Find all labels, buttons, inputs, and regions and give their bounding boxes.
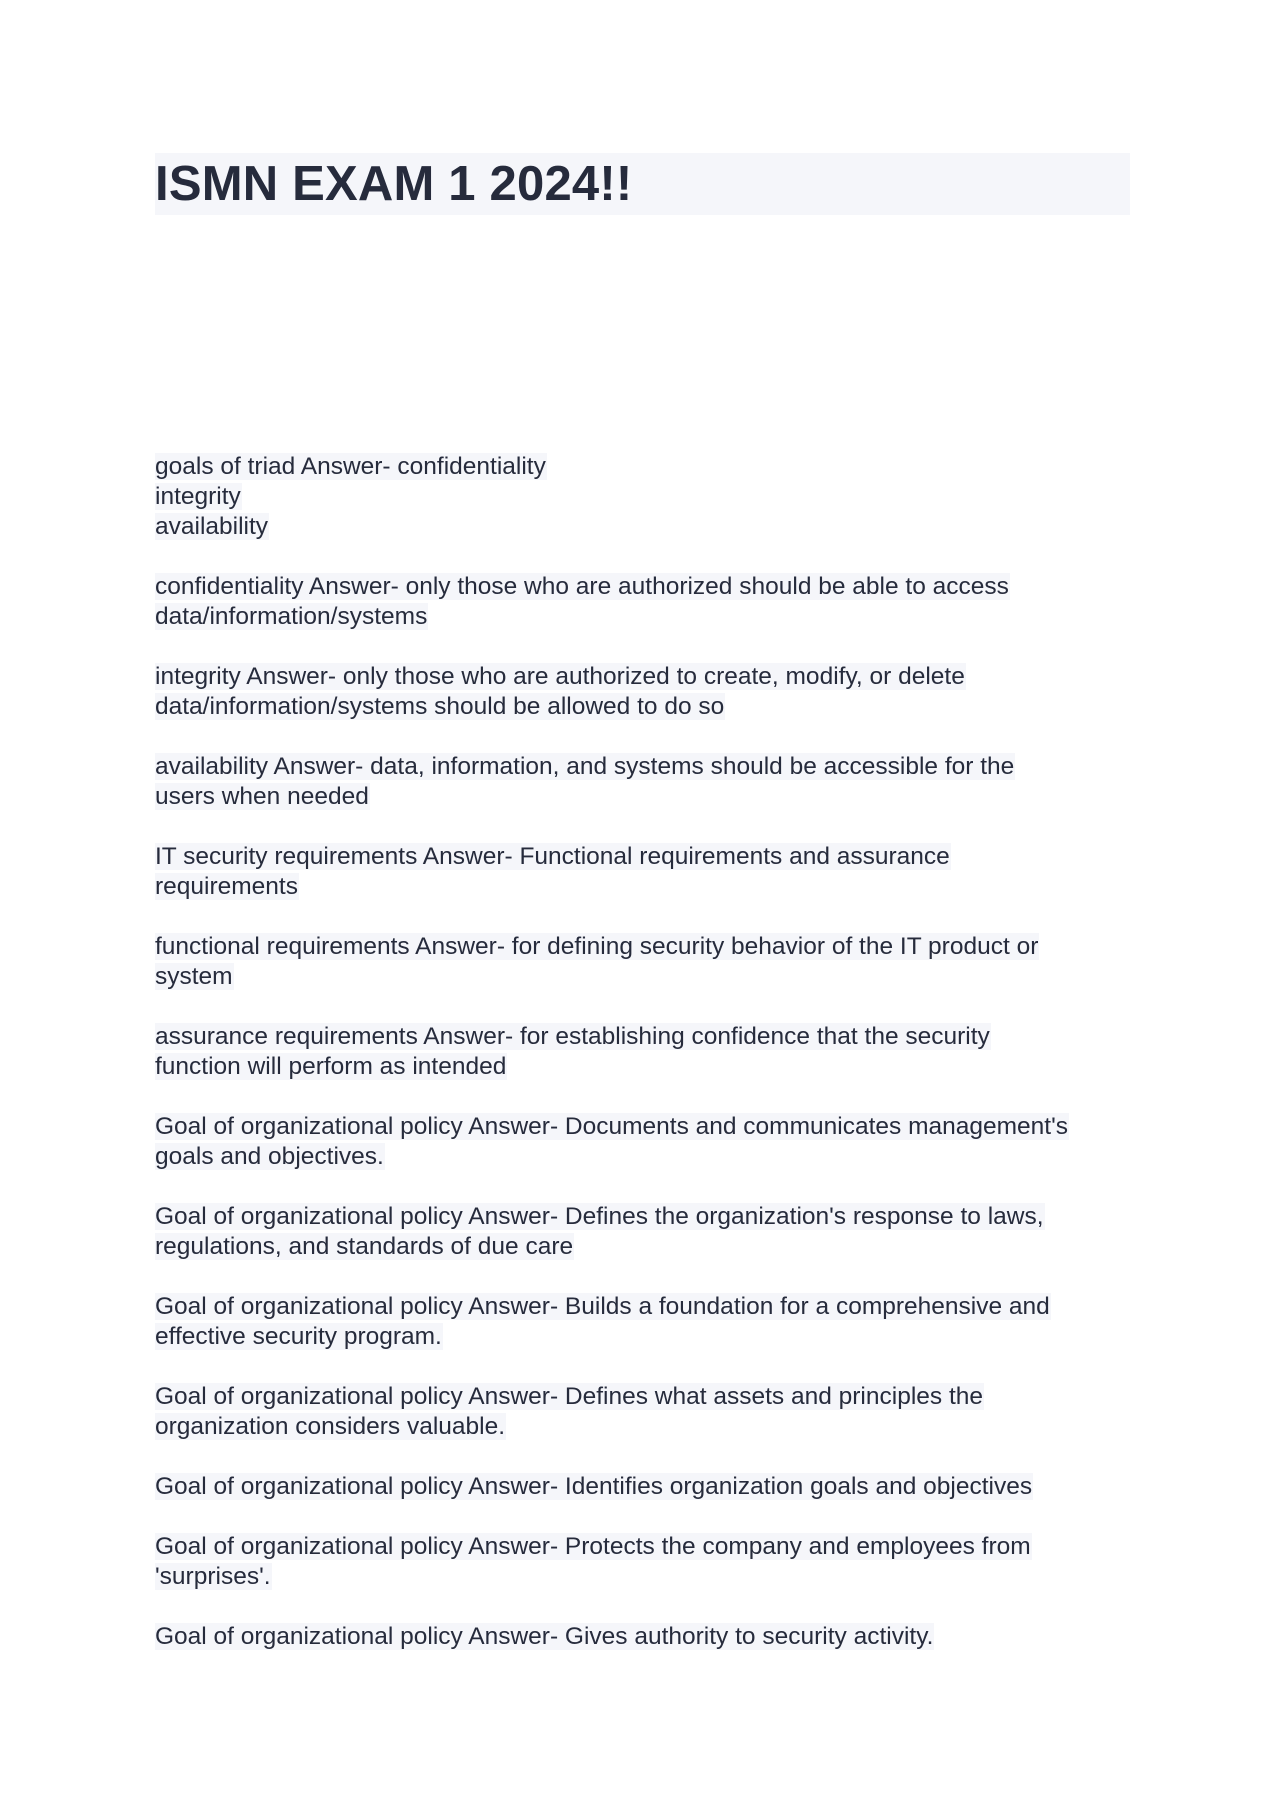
qa-line: [155, 962, 1130, 992]
qa-line-text: requirements: [155, 873, 298, 900]
qa-entry: [155, 842, 1130, 902]
qa-line-text: goals of triad Answer- confidentiality: [155, 453, 546, 480]
qa-entry: [155, 1292, 1130, 1352]
qa-line-text: users when needed: [155, 783, 369, 810]
qa-line: [155, 1532, 1130, 1562]
qa-line-text: integrity: [155, 483, 241, 510]
qa-entry: [155, 1112, 1130, 1172]
qa-line-text: Goal of organizational policy Answer- Builds a foundation for a comprehensive and: [155, 1293, 1050, 1320]
qa-entry: [155, 1472, 1130, 1502]
qa-line-text: Goal of organizational policy Answer- Defines the organization's response to laws,: [155, 1203, 1044, 1230]
qa-line: [155, 1022, 1130, 1052]
qa-line-text: confidentiality Answer- only those who are authorized should be able to access: [155, 573, 1009, 600]
qa-line: [155, 1112, 1130, 1142]
qa-entry: [155, 1532, 1130, 1592]
qa-line: [155, 872, 1130, 902]
qa-line-text: data/information/systems: [155, 603, 428, 630]
qa-line: [155, 692, 1130, 722]
qa-line-text: availability Answer- data, information, and systems should be accessible for the: [155, 753, 1015, 780]
qa-entry: [155, 1382, 1130, 1442]
qa-line: [155, 602, 1130, 632]
qa-entry: [155, 572, 1130, 632]
qa-line: [155, 452, 1130, 482]
qa-line: [155, 512, 1130, 542]
qa-line: [155, 1292, 1130, 1322]
qa-line: [155, 1412, 1130, 1442]
qa-entry: [155, 1022, 1130, 1082]
document-title: ISMN EXAM 1 2024!!: [155, 157, 633, 211]
qa-line: [155, 1052, 1130, 1082]
qa-line-text: effective security program.: [155, 1323, 442, 1350]
qa-line-text: availability: [155, 513, 269, 540]
qa-line-text: regulations, and standards of due care: [155, 1233, 574, 1260]
qa-line-text: 'surprises'.: [155, 1563, 271, 1590]
document-page: [155, 153, 1130, 1650]
qa-entry: [155, 932, 1130, 992]
qa-line-text: Goal of organizational policy Answer- Defines what assets and principles the: [155, 1383, 983, 1410]
qa-line-text: Goal of organizational policy Answer- Identifies organization goals and objectives: [155, 1473, 1033, 1500]
qa-line: [155, 482, 1130, 512]
qa-line-text: function will perform as intended: [155, 1053, 507, 1080]
qa-entry: [155, 752, 1130, 812]
qa-line: [155, 842, 1130, 872]
qa-line-text: integrity Answer- only those who are authorized to create, modify, or delete: [155, 663, 965, 690]
qa-line-text: system: [155, 963, 233, 990]
qa-line: [155, 1472, 1130, 1502]
qa-line: [155, 1142, 1130, 1172]
qa-line: [155, 1202, 1130, 1232]
qa-line: [155, 1232, 1130, 1262]
qa-entry: [155, 662, 1130, 722]
qa-line-text: data/information/systems should be allowed to do so: [155, 693, 725, 720]
qa-line: [155, 1382, 1130, 1412]
qa-line: [155, 1322, 1130, 1352]
qa-line-text: IT security requirements Answer- Functional requirements and assurance: [155, 843, 950, 870]
qa-line: [155, 1622, 1130, 1652]
qa-line: [155, 782, 1130, 812]
qa-line: [155, 662, 1130, 692]
qa-line: [155, 752, 1130, 782]
qa-line: [155, 932, 1130, 962]
qa-line-text: assurance requirements Answer- for establishing confidence that the security: [155, 1023, 990, 1050]
qa-line: [155, 1562, 1130, 1592]
title-bar: [155, 153, 1130, 215]
qa-entry: [155, 1622, 1130, 1652]
qa-line-text: goals and objectives.: [155, 1143, 384, 1170]
qa-line: [155, 572, 1130, 602]
qa-entry: [155, 452, 1130, 542]
qa-line-text: Goal of organizational policy Answer- Protects the company and employees from: [155, 1533, 1031, 1560]
qa-line-text: Goal of organizational policy Answer- Documents and communicates management's: [155, 1113, 1068, 1140]
qa-list: [155, 452, 1130, 1682]
qa-line-text: functional requirements Answer- for defining security behavior of the IT product or: [155, 933, 1039, 960]
qa-line-text: Goal of organizational policy Answer- Gives authority to security activity.: [155, 1623, 934, 1650]
qa-entry: [155, 1202, 1130, 1262]
qa-line-text: organization considers valuable.: [155, 1413, 506, 1440]
